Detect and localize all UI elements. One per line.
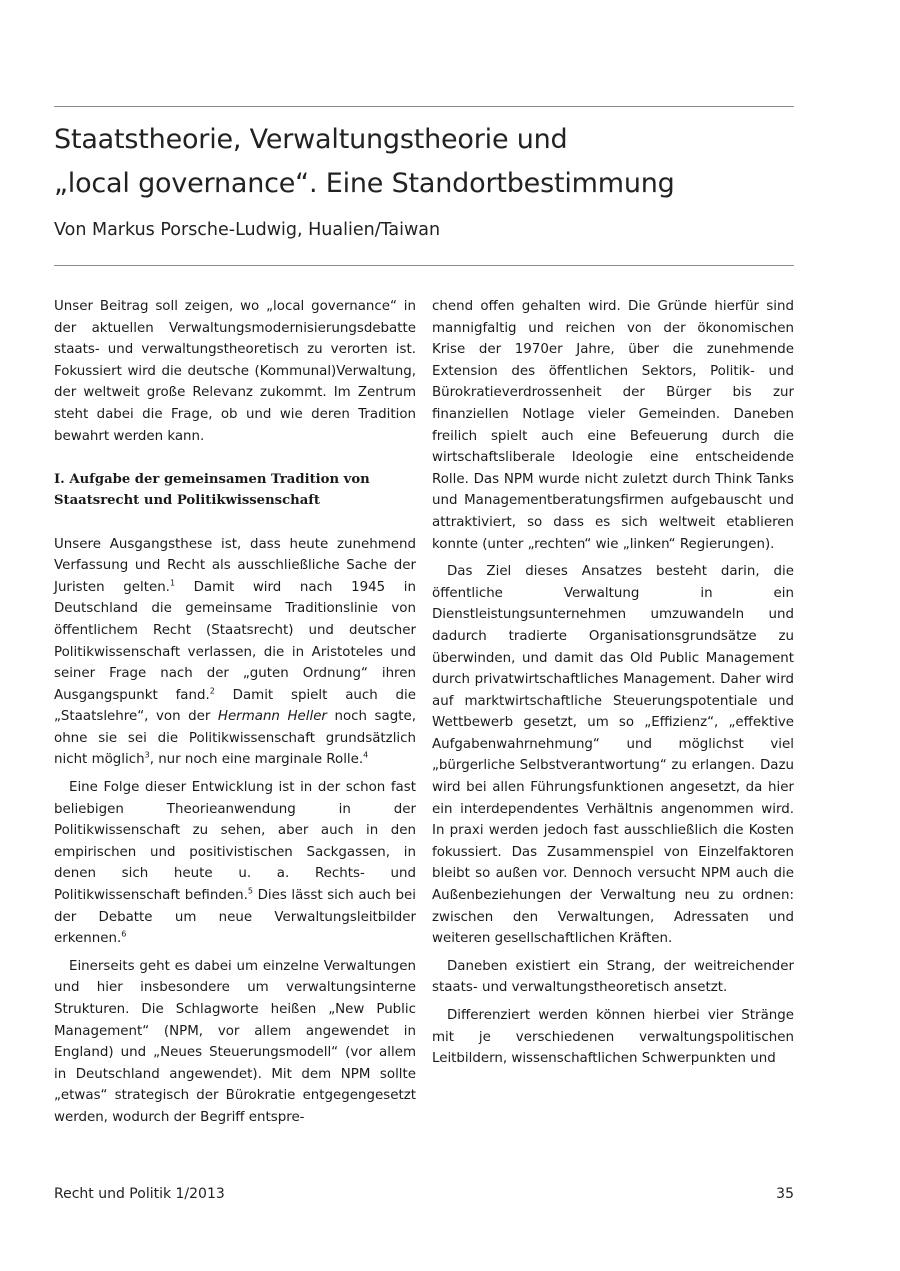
title-line-2: „local governance“. Eine Standortbestimmung [54, 168, 675, 199]
footnote-ref-6[interactable]: 6 [121, 929, 127, 939]
section-heading-line-2: Staatsrecht und Politikwissenschaft [54, 493, 321, 509]
footnote-ref-3[interactable]: 3 [144, 751, 150, 760]
footnote-ref-4[interactable]: 4 [363, 751, 369, 760]
author-name-italic: Hermann Heller [217, 709, 327, 725]
article-title [54, 118, 814, 206]
left-column [54, 296, 416, 1129]
header-rule-bottom [54, 265, 794, 266]
abstract-paragraph: Unser Beitrag soll zeigen, wo „local governance“ in der aktuellen Verwaltungsmodernisierungsdebatte staats- und verwaltungstheoretisch zu verorten ist. Fokussiert wird die deutsche (Kommunal)Verwaltung, der weltweit große Relevanz zukommt. Im Zentrum steht dabei die Frage, ob und wie deren Tradition bewahrt werden kann. [54, 299, 416, 444]
body-paragraph-6: Daneben existiert ein Strang, der weitreichender staats- und verwaltungstheoretisch ansetzt. [432, 958, 794, 996]
body-paragraph-3: Einerseits geht es dabei um einzelne Verwaltungen und hier insbesondere um verwaltungsinterne Strukturen. Die Schlagworte heißen „New Public Management“ (NPM, vor allem angewendet in England) und „Neues Steuerungsmodell“ (vor allem in Deutschland angewendet). Mit dem NPM sollte „etwas“ strategisch der Bürokratie entgegengesetzt werden, wodurch der Begriff entspre- [54, 958, 416, 1125]
footnote-ref-5[interactable]: 5 [247, 886, 253, 896]
body-paragraph-4: chend offen gehalten wird. Die Gründe hierfür sind mannigfaltig und reichen von der ökonomischen Krise der 1970er Jahre, über die zunehmende Extension des öffentlichen Sektors, Politik- und Bürokratieverdrossenheit der Bürger bis zur finanziellen Notlage vieler Gemeinden. Daneben freilich spielt auch eine Befeuerung durch die wirtschaftsliberale Ideologie eine entscheidende Rolle. Das NPM wurde nicht zuletzt durch Think Tanks und Managementberatungsfirmen aufgebauscht und attraktiviert, so dass es sich weltweit etablieren konnte (unter „rechten“ wie „linken“ Regierungen). [432, 299, 794, 552]
text-run: Dies lässt sich auch bei der Debatte um neue Verwaltungsleitbilder erkennen. [54, 888, 416, 947]
body-paragraph-5: Das Ziel dieses Ansatzes besteht darin, die öffentliche Verwaltung in ein Dienstleistungsunternehmen umzuwandeln und dadurch tradierte Organisationsgrundsätze zu überwinden, und damit das Old Public Management durch privatwirtschaftliches Management. Daher wird auf marktwirtschaftliche Steuerungspotentiale und Wettbewerb gesetzt, um so „Effizienz“, „effektive Aufgabenwahrnehmung“ und möglichst viel „bürgerliche Selbstverantwortung“ zu erlangen. Dazu wird bei allen Führungsfunktionen angesetzt, da hier ein interdependentes Verhältnis angenommen wird. In praxi werden jedoch fast ausschließlich die Kosten fokussiert. Das Zusammenspiel von Einzelfaktoren bleibt so außen vor. Dennoch versucht NPM auch die Außenbeziehungen der Verwaltung neu zu ordnen: zwischen den Verwaltungen, Adressaten und weiteren gesellschaftlichen Kräften. [432, 564, 794, 947]
text-run: noch sagte, ohne sie sei die Politikwissenschaft grundsätzlich nicht möglich [54, 709, 416, 768]
footer-page-number: 35 [776, 1186, 794, 1202]
footnote-ref-1[interactable]: 1 [169, 578, 176, 588]
header-rule-top [54, 106, 794, 107]
footer-journal-name: Recht und Politik 1/2013 [54, 1186, 225, 1202]
body-paragraph-1 [54, 534, 416, 772]
text-run: Eine Folge dieser Entwicklung ist in der schon fast beliebigen Theorieanwendung in der Politikwissenschaft zu sehen, aber auch in den empirischen und positivistischen Sackgassen, in denen sich heute u. a. Rechts- und Politikwissenschaft befinden. [54, 780, 416, 904]
text-run: Damit wird nach 1945 in Deutschland die gemeinsame Traditionslinie von öffentlichem Recht (Staatsrecht) und deutscher Politikwissenschaft verlassen, die in Aristoteles und seiner Frage nach der „guten Ordnung“ ihren Ausgangspunkt fand. [54, 579, 416, 703]
footnote-ref-2[interactable]: 2 [209, 686, 215, 696]
text-run: Damit spielt auch die „Staatslehre“, von der [54, 687, 416, 725]
text-run: Unsere Ausgangsthese ist, dass heute zunehmend Verfassung und Recht als ausschließliche Sache der Juristen gelten. [54, 536, 416, 595]
body-paragraph-7: Differenziert werden können hierbei vier Stränge mit je verschiedenen verwaltungspolitischen Leitbildern, wissenschaftlichen Schwerpunkten und [432, 1008, 794, 1067]
article-author: Von Markus Porsche-Ludwig, Hualien/Taiwan [54, 220, 441, 240]
right-column [432, 296, 794, 1070]
section-heading [54, 469, 416, 512]
text-run: , nur noch eine marginale Rolle. [149, 752, 364, 768]
section-heading-line-1: I. Aufgabe der gemeinsamen Tradition von [54, 471, 370, 487]
body-paragraph-2 [54, 777, 416, 950]
title-line-1: Staatstheorie, Verwaltungstheorie und [54, 124, 568, 155]
